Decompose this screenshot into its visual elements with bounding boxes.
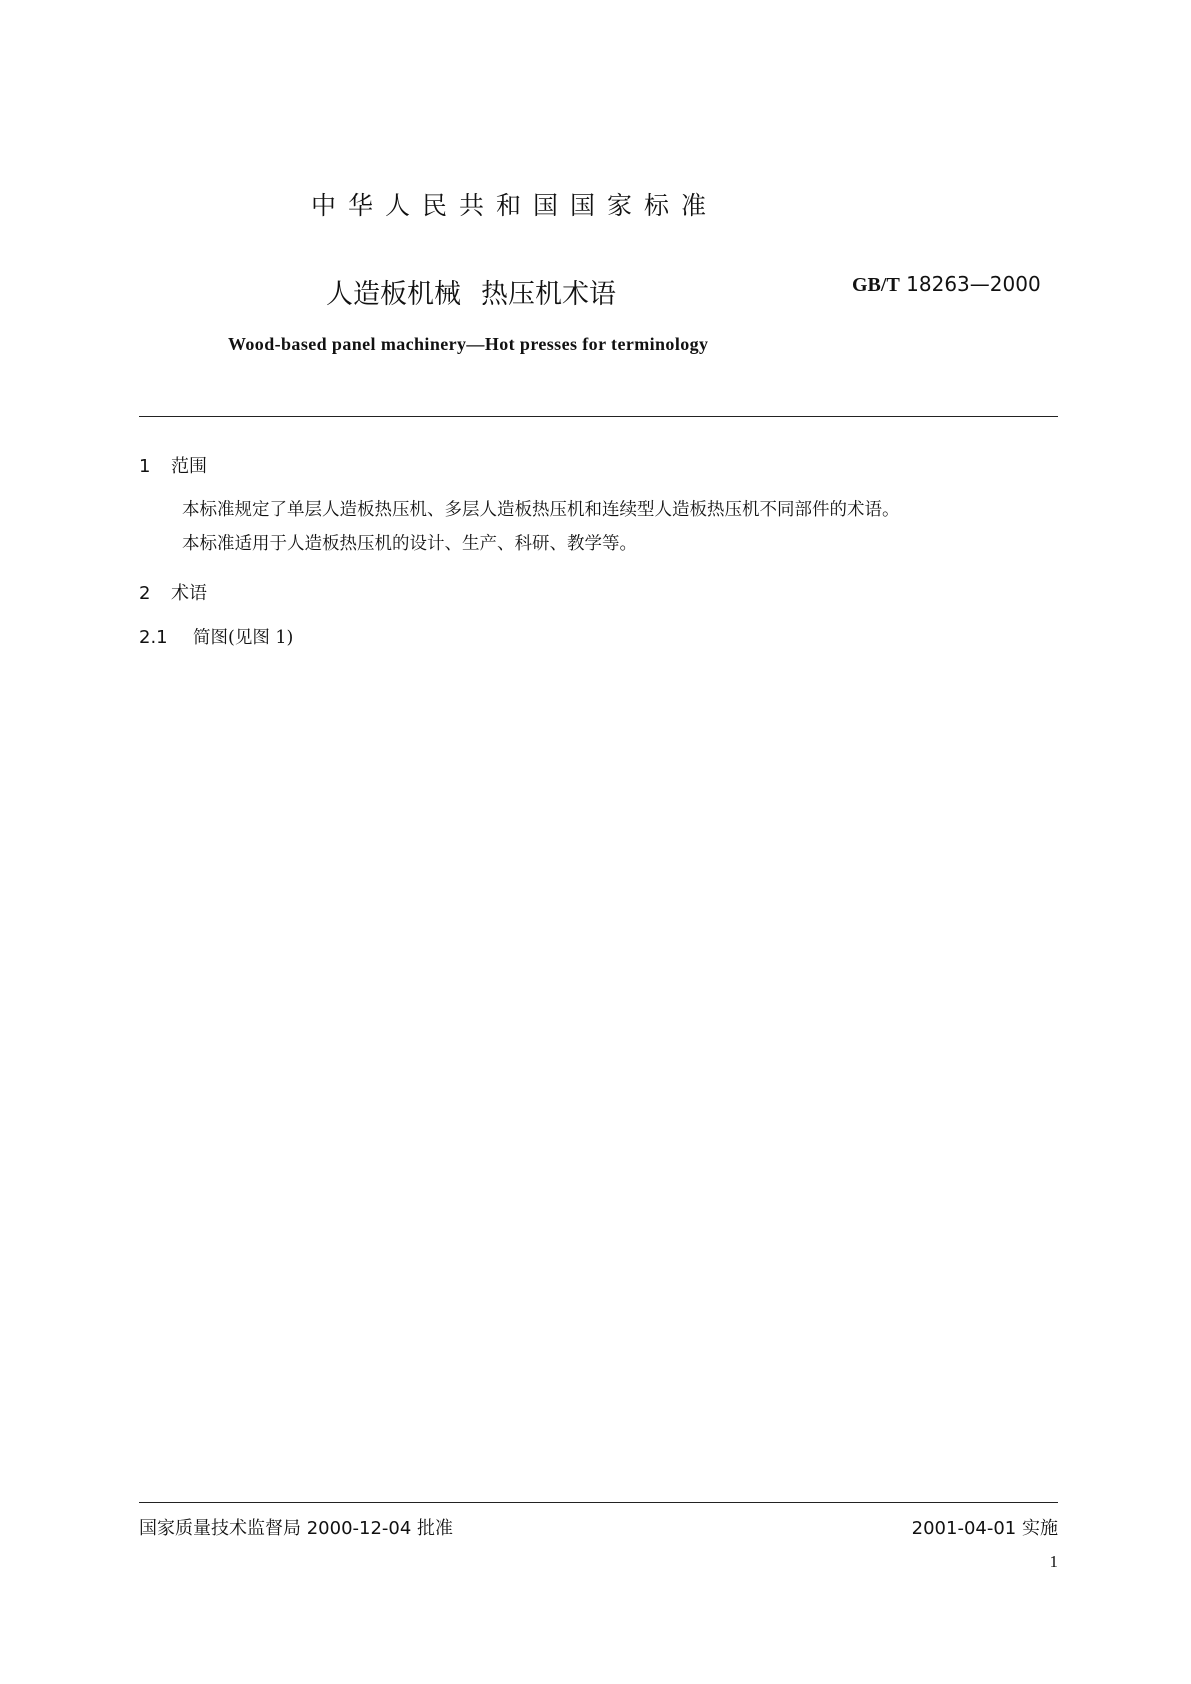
section-1-number: 1	[139, 456, 151, 477]
standard-code: 18263—2000	[906, 272, 1041, 296]
section-2-1-heading	[139, 624, 293, 649]
section-1-paragraph-2: 本标准适用于人造板热压机的设计、生产、科研、教学等。	[182, 534, 637, 554]
section-2-title: 术语	[171, 583, 207, 604]
document-title-part1: 人造板机械	[326, 279, 461, 310]
document-title	[326, 272, 616, 311]
section-1-title: 范围	[171, 456, 207, 477]
section-2-heading	[139, 579, 207, 605]
implementation-line: 2001-04-01 实施	[911, 1518, 1058, 1539]
approval-line: 国家质量技术监督局 2000-12-04 批准	[139, 1518, 454, 1539]
section-2-number: 2	[139, 583, 151, 604]
english-title: Wood-based panel machinery—Hot presses for terminology	[228, 334, 709, 354]
section-1-paragraph-1: 本标准规定了单层人造板热压机、多层人造板热压机和连续型人造板热压机不同部件的术语。	[182, 500, 900, 520]
standard-number	[852, 272, 1041, 297]
standard-prefix: GB/T	[852, 274, 900, 296]
national-standard-heading: 中华人民共和国国家标准	[311, 191, 719, 220]
section-2-1-number: 2.1	[139, 627, 168, 648]
section-2-1-title: 简图(见图 1)	[193, 628, 294, 648]
footer-divider	[139, 1502, 1058, 1503]
section-1-heading	[139, 452, 207, 478]
header-divider	[139, 416, 1058, 417]
document-title-part2: 热压机术语	[481, 279, 616, 310]
page-number: 1	[1049, 1552, 1058, 1571]
